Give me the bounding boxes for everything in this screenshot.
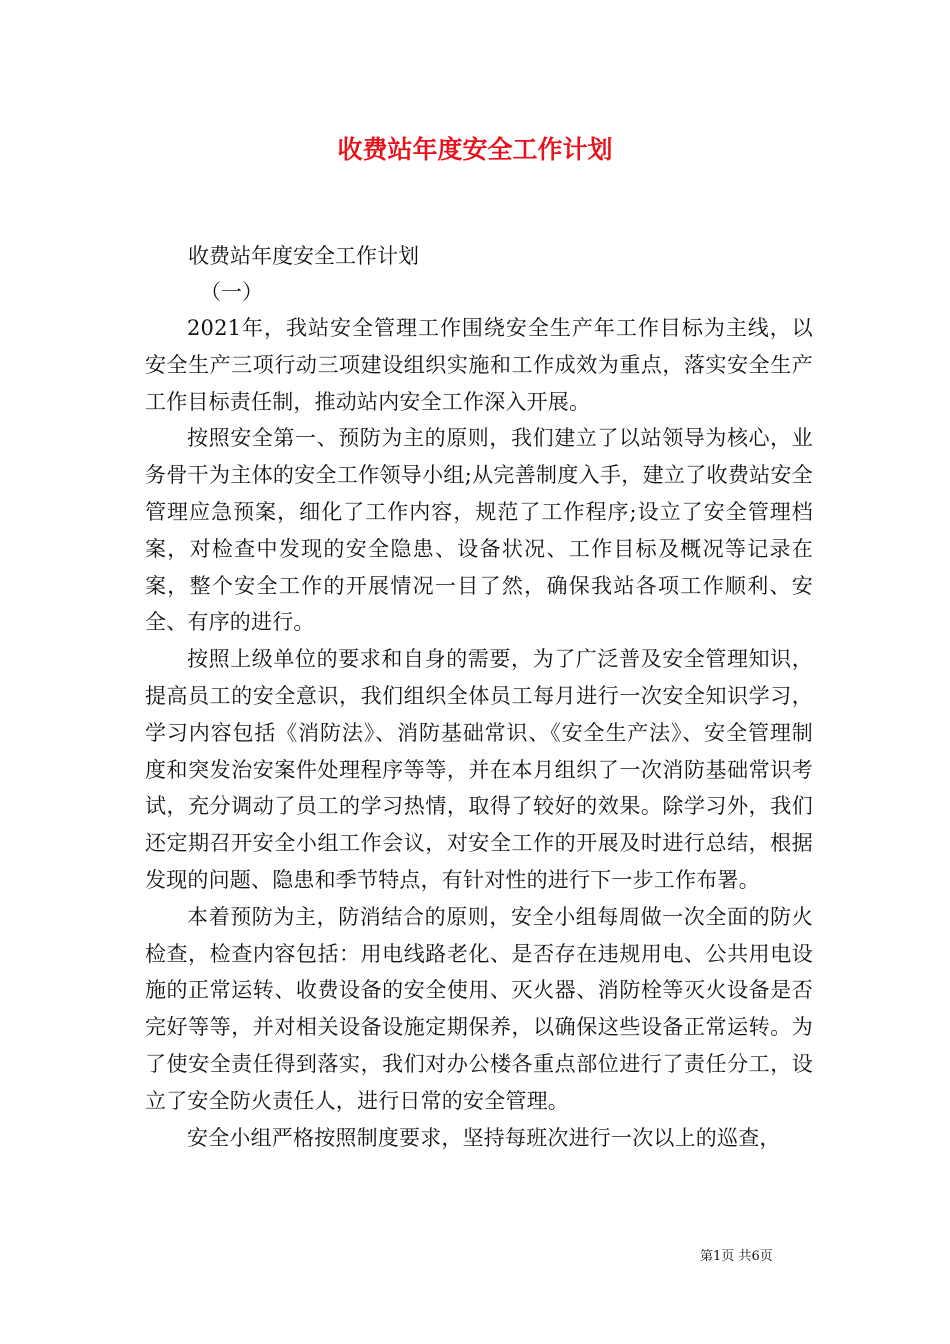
- current-page-number: 1: [713, 1249, 722, 1264]
- total-pages-number: 6: [751, 1249, 760, 1264]
- body-paragraph: 2021年，我站安全管理工作围绕安全生产年工作目标为主线，以安全生产三项行动三项建设组织实施和工作成效为重点，落实安全生产工作目标责任制，推动站内安全工作深入开展。: [145, 316, 813, 414]
- body-paragraph: 按照上级单位的要求和自身的需要，为了广泛普及安全管理知识，提高员工的安全意识，我们组织全体员工每月进行一次安全知识学习，学习内容包括《消防法》、消防基础常识、《安全生产法》、安全管理制度和突发治安案件处理程序等等，并在本月组织了一次消防基础常识考试，充分调动了员工的学习热情，取得了较好的效果。除学习外，我们还定期召开安全小组工作会议，对安全工作的开展及时进行总结，根据发现的问题、隐患和季节特点，有针对性的进行下一步工作布署。: [145, 647, 813, 892]
- page-number-footer: [700, 1248, 773, 1266]
- body-paragraph: 按照安全第一、预防为主的原则，我们建立了以站领导为核心，业务骨干为主体的安全工作领导小组;从完善制度入手，建立了收费站安全管理应急预案，细化了工作内容，规范了工作程序;设立了安全管理档案，对检查中发现的安全隐患、设备状况、工作目标及概况等记录在案，整个安全工作的开展情况一目了然，确保我站各项工作顺利、安全、有序的进行。: [145, 426, 813, 635]
- document-title: 收费站年度安全工作计划: [337, 135, 613, 164]
- body-paragraph: 安全小组严格按照制度要求，坚持每班次进行一次以上的巡查，: [187, 1125, 781, 1150]
- footer-suffix: 页: [759, 1249, 773, 1264]
- document-body: [145, 310, 813, 1156]
- footer-prefix: 第: [700, 1249, 714, 1264]
- document-subtitle: 收费站年度安全工作计划: [188, 244, 419, 268]
- body-paragraph: 本着预防为主，防消结合的原则，安全小组每周做一次全面的防火检查，检查内容包括：用电线路老化、是否存在违规用电、公共用电设施的正常运转、收费设备的安全使用、灭火器、消防栓等灭火设备是否完好等等，并对相关设备设施定期保养，以确保这些设备正常运转。为了使安全责任得到落实，我们对办公楼各重点部位进行了责任分工，设立了安全防火责任人，进行日常的安全管理。: [145, 904, 813, 1113]
- section-heading: （一）: [200, 280, 263, 304]
- footer-middle: 页 共: [721, 1249, 752, 1264]
